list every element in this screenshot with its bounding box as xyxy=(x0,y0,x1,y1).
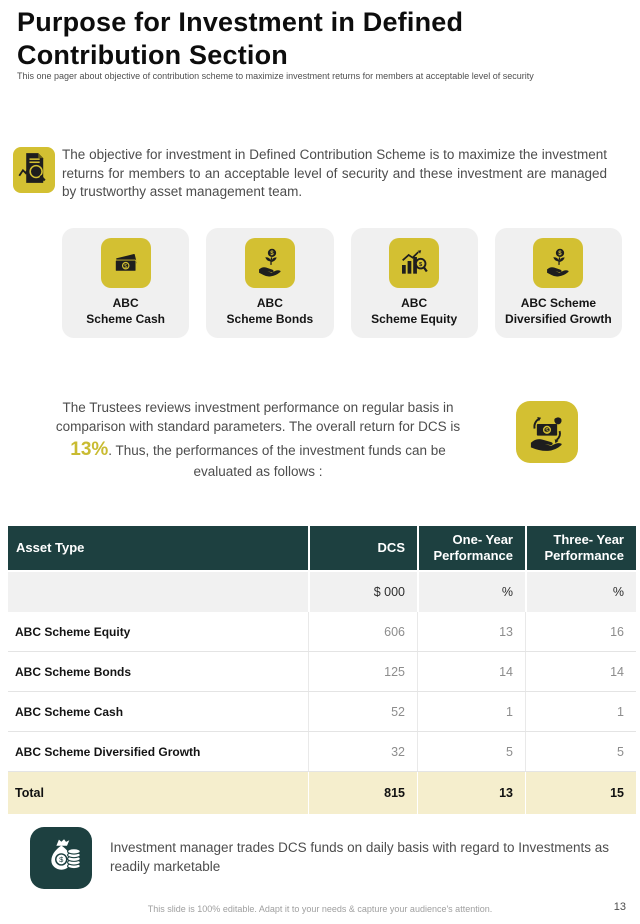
asset-cell: ABC Scheme Diversified Growth xyxy=(15,744,201,759)
card-scheme-equity xyxy=(351,228,478,338)
card-scheme-cash xyxy=(62,228,189,338)
svg-text:$: $ xyxy=(123,263,127,270)
one-year-cell: 14 xyxy=(417,652,525,691)
one-year-cell: 5 xyxy=(417,732,525,771)
note-icon-tile xyxy=(30,827,92,889)
asset-cell: ABC Scheme Cash xyxy=(15,704,124,719)
footer-note: This slide is 100% editable. Adapt it to your needs & capture your audience's attention. xyxy=(147,904,493,914)
asset-cell: ABC Scheme Equity xyxy=(15,624,131,639)
trustees-icon-tile xyxy=(516,401,578,463)
page-title: Purpose for Investment in Defined Contribution Section xyxy=(17,7,464,70)
dcs-cell: 52 xyxy=(308,692,417,731)
total-label-cell: Total xyxy=(15,786,44,800)
svg-text:$: $ xyxy=(545,427,549,434)
table-header-row xyxy=(8,526,636,570)
total-three-year-cell: 15 xyxy=(525,772,636,814)
trustees-text-after: . Thus, the performances of the investment funds can be evaluated as follows : xyxy=(108,442,446,480)
trustees-return-highlight: 13% xyxy=(70,438,109,460)
banknotes-icon xyxy=(101,238,151,288)
header-dcs: DCS xyxy=(308,526,417,570)
dcs-cell: 606 xyxy=(308,612,417,651)
svg-text:$: $ xyxy=(59,854,64,864)
table-row xyxy=(8,732,636,772)
header-three-year: Three- Year Performance xyxy=(525,526,636,570)
cash-flow-hand-icon xyxy=(526,409,568,456)
money-plant-hand-icon xyxy=(533,238,583,288)
card-scheme-bonds xyxy=(206,228,333,338)
three-year-cell: 5 xyxy=(525,732,636,771)
header-one-year: One- Year Performance xyxy=(417,526,525,570)
units-dcs: $ 000 xyxy=(308,572,417,612)
dcs-cell: 32 xyxy=(308,732,417,771)
dcs-cell: 125 xyxy=(308,652,417,691)
card-label: ABC Scheme Cash xyxy=(86,296,165,326)
table-row xyxy=(8,692,636,732)
card-label: ABC Scheme Diversified Growth xyxy=(505,296,612,326)
three-year-cell: 16 xyxy=(525,612,636,651)
asset-cell: ABC Scheme Bonds xyxy=(15,664,132,679)
svg-text:$: $ xyxy=(419,261,423,268)
note-text: Investment manager trades DCS funds on daily basis with regard to Investments as readily marketable xyxy=(110,840,609,874)
scheme-cards xyxy=(62,228,622,338)
units-one-year: % xyxy=(417,572,525,612)
trustees-text-before: The Trustees reviews investment performance on regular basis in comparison with standard parameters. The overall return for DCS is xyxy=(55,400,461,434)
card-label: ABC Scheme Bonds xyxy=(226,296,314,326)
total-one-year-cell: 13 xyxy=(417,772,525,814)
table-units-row xyxy=(8,572,636,612)
card-scheme-diversified-growth xyxy=(495,228,622,338)
table-total-row xyxy=(8,772,636,814)
page-number: 13 xyxy=(613,901,626,913)
document-analysis-icon xyxy=(17,149,51,192)
table-row xyxy=(8,652,636,692)
three-year-cell: 14 xyxy=(525,652,636,691)
header-asset-type: Asset Type xyxy=(16,539,85,555)
card-label: ABC Scheme Equity xyxy=(371,296,458,326)
chart-magnifier-icon xyxy=(389,238,439,288)
units-asset-type xyxy=(8,572,308,612)
units-three-year: % xyxy=(525,572,636,612)
money-bag-coins-icon xyxy=(39,834,83,883)
table-row xyxy=(8,612,636,652)
total-dcs-cell: 815 xyxy=(308,772,417,814)
page-subtitle: This one pager about objective of contribution scheme to maximize investment returns for members at acceptable level of security xyxy=(17,71,534,81)
objective-text: The objective for investment in Defined Contribution Scheme is to maximize the investment returns for members to an acceptable level of security and these investment are managed by trustworthy asset management team. xyxy=(62,147,607,200)
svg-text:$: $ xyxy=(558,250,563,258)
svg-text:$: $ xyxy=(270,250,274,258)
three-year-cell: 1 xyxy=(525,692,636,731)
objective-icon-tile xyxy=(13,147,55,193)
money-plant-hand-icon xyxy=(245,238,295,288)
one-year-cell: 1 xyxy=(417,692,525,731)
performance-table xyxy=(8,526,636,814)
trustees-paragraph xyxy=(42,399,474,482)
one-year-cell: 13 xyxy=(417,612,525,651)
